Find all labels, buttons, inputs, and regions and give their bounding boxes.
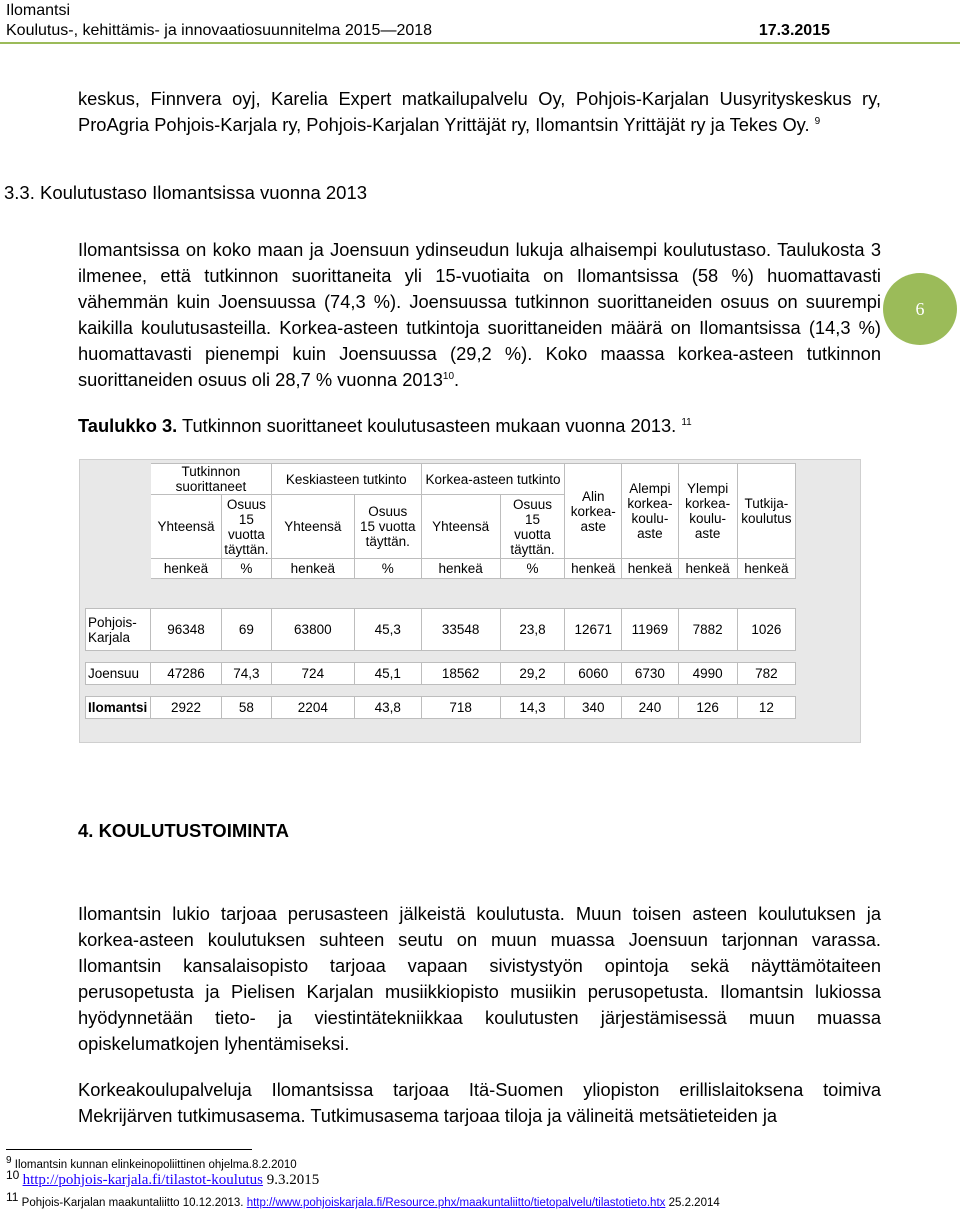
footnote-10 xyxy=(6,1168,320,1188)
running-header-date: 17.3.2015 xyxy=(758,22,830,39)
footnote-number: 10 xyxy=(6,1168,20,1183)
table-cell: 47286 xyxy=(151,663,222,685)
unit-cell: henkeä xyxy=(421,559,500,579)
col-header: Osuus 15 vuotta täyttän. xyxy=(500,495,565,559)
section-4-paragraph-2 xyxy=(78,1077,881,1129)
footnote-number: 11 xyxy=(6,1190,19,1205)
col-header: Alempi korkea- koulu- aste xyxy=(622,464,679,559)
unit-cell: henkeä xyxy=(151,559,222,579)
footnote-text: 25.2.2014 xyxy=(665,1197,720,1209)
table-cell: 43,8 xyxy=(354,697,421,719)
unit-cell: henkeä xyxy=(678,559,737,579)
table-cell: 126 xyxy=(678,697,737,719)
table-cell: 45,1 xyxy=(354,663,421,685)
footnote-text: Pohjois-Karjalan maakuntaliitto 10.12.2013. xyxy=(21,1197,247,1209)
col-header: Yhteensä xyxy=(151,495,222,559)
table-cell: 29,2 xyxy=(500,663,565,685)
unit-cell: % xyxy=(500,559,565,579)
footnote-ref-9[interactable]: 9 xyxy=(814,115,821,127)
table-cell: 1026 xyxy=(737,609,796,651)
footnote-ref-10[interactable]: 10 xyxy=(442,370,455,382)
footnote-link[interactable]: http://www.pohjoiskarjala.fi/Resource.phx/maakuntaliitto/tietopalvelu/tilastotieto.htx xyxy=(246,1197,666,1209)
unit-cell: % xyxy=(354,559,421,579)
table-cell: 69 xyxy=(221,609,271,651)
table-cell: 2922 xyxy=(151,697,222,719)
table-cell: 58 xyxy=(221,697,271,719)
row-label: Pohjois- Karjala xyxy=(86,609,151,651)
footnote-rule xyxy=(6,1149,252,1150)
section-heading-4: 4. KOULUTUSTOIMINTA xyxy=(78,820,290,841)
footnote-ref-11[interactable]: 11 xyxy=(681,416,692,428)
section-heading-3-3: 3.3. Koulutustaso Ilomantsissa vuonna 2013 xyxy=(4,182,368,203)
table-cell: 74,3 xyxy=(221,663,271,685)
table-cell: 12671 xyxy=(565,609,622,651)
unit-cell: henkeä xyxy=(271,559,354,579)
table-caption-text: Tutkinnon suorittaneet koulutusasteen mukaan vuonna 2013. xyxy=(177,415,677,436)
section-4-paragraph-1 xyxy=(78,901,881,1057)
spacer-row xyxy=(86,651,796,663)
running-header-subtitle: Koulutus-, kehittämis- ja innovaatiosuunnitelma 2015—2018 xyxy=(6,22,433,39)
table-cell: 33548 xyxy=(421,609,500,651)
footnote-number: 9 xyxy=(6,1155,12,1167)
col-header: Alin korkea- aste xyxy=(565,464,622,559)
row-label: Ilomantsi xyxy=(86,697,151,719)
table-cell: 7882 xyxy=(678,609,737,651)
unit-cell: henkeä xyxy=(565,559,622,579)
col-header: Tutkija- koulutus xyxy=(737,464,796,559)
footnote-text: Ilomantsin kunnan elinkeinopoliittinen ohjelma.8.2.2010 xyxy=(14,1159,297,1171)
spacer-row xyxy=(86,685,796,697)
table-cell: 63800 xyxy=(271,609,354,651)
table-cell: 23,8 xyxy=(500,609,565,651)
table-cell: 4990 xyxy=(678,663,737,685)
spacer-row xyxy=(86,579,796,609)
table-cell: 14,3 xyxy=(500,697,565,719)
unit-cell: henkeä xyxy=(622,559,679,579)
section-4-text-2: Korkeakoulupalveluja Ilomantsissa tarjoaa Itä-Suomen yliopiston erillislaitoksena toimiva Mekrijärven tutkimusasema. Tutkimusasema tarjoaa tiloja ja välineitä metsätieteiden ja xyxy=(78,1079,881,1126)
intro-paragraph xyxy=(78,86,881,138)
intro-text: keskus, Finnvera oyj, Karelia Expert matkailupalvelu Oy, Pohjois-Karjalan Uusyrityskeskus ry, ProAgria Pohjois-Karjala ry, Pohjois-Karjalan Yrittäjät ry, Ilomantsin Yrittäjät ry ja Tekes Oy. xyxy=(78,88,881,135)
footnote-11 xyxy=(6,1190,720,1210)
group-header: Keskiasteen tutkinto xyxy=(271,464,421,495)
table-caption xyxy=(78,415,692,437)
header-rule xyxy=(0,42,960,44)
table-cell: 6730 xyxy=(622,663,679,685)
blank-corner xyxy=(86,464,151,579)
col-header: Yhteensä xyxy=(421,495,500,559)
table-caption-label: Taulukko 3. xyxy=(78,415,178,436)
table-cell: 96348 xyxy=(151,609,222,651)
table-cell: 782 xyxy=(737,663,796,685)
running-header-title: Ilomantsi xyxy=(6,2,71,19)
education-table xyxy=(85,463,853,719)
table-cell: 11969 xyxy=(622,609,679,651)
footnote-text: 9.3.2015 xyxy=(262,1172,320,1188)
footnote-9 xyxy=(6,1155,297,1172)
footnote-link[interactable]: http://pohjois-karjala.fi/tilastot-koulutus xyxy=(22,1172,263,1188)
table-cell: 718 xyxy=(421,697,500,719)
section-3-3-text: Ilomantsissa on koko maan ja Joensuun ydinseudun lukuja alhaisempi koulutustaso. Taulukosta 3 ilmenee, että tutkinnon suorittaneita yli 15-vuotiaita on Ilomantsissa (58 %) huomattavasti vähemmän kuin Joensuussa (74,3 %). Joensuussa tutkinnon suorittaneiden osuus on suurempi kaikilla koulutusasteilla. Korkea-asteen tutkintoja suorittaneiden määrä on Ilomantsissa (14,3 %) huomattavasti pienempi kuin Joensuussa (29,2 %). Koko maassa korkea-asteen tutkinnon suorittaneiden osuus oli 28,7 % vuonna 2013 xyxy=(78,239,881,390)
table-cell: 240 xyxy=(622,697,679,719)
table-cell: 12 xyxy=(737,697,796,719)
table-cell: 45,3 xyxy=(354,609,421,651)
col-header: Yhteensä xyxy=(271,495,354,559)
table-cell: 18562 xyxy=(421,663,500,685)
period: . xyxy=(454,369,460,390)
table-cell: 340 xyxy=(565,697,622,719)
unit-cell: % xyxy=(221,559,271,579)
table-cell: 6060 xyxy=(565,663,622,685)
section-3-3-paragraph xyxy=(78,237,881,393)
unit-cell: henkeä xyxy=(737,559,796,579)
table-cell: 724 xyxy=(271,663,354,685)
table-cell: 2204 xyxy=(271,697,354,719)
page-number-badge: 6 xyxy=(883,273,957,345)
group-header: Tutkinnon suorittaneet xyxy=(151,464,272,495)
section-4-text-1: Ilomantsin lukio tarjoaa perusasteen jälkeistä koulutusta. Muun toisen asteen koulutuksen ja korkea-asteen koulutuksen suhteen seutu on muun muassa Joensuun tarjonnan varassa. Ilomantsin kansalaisopisto tarjoaa vapaan sivistystyön opintoja sekä näyttämötaiteen perusopetusta ja Pielisen Karjalan musiikkiopisto musiikin perusopetusta. Ilomantsin lukiossa hyödynnetään tieto- ja viestintätekniikkaa koulutusten järjestämisessä muun muassa opiskelumatkojen lyhentämiseksi. xyxy=(78,903,881,1054)
group-header: Korkea-asteen tutkinto xyxy=(421,464,565,495)
col-header: Osuus 15 vuotta täyttän. xyxy=(354,495,421,559)
col-header: Osuus 15 vuotta täyttän. xyxy=(221,495,271,559)
row-label: Joensuu xyxy=(86,663,151,685)
col-header: Ylempi korkea- koulu- aste xyxy=(678,464,737,559)
